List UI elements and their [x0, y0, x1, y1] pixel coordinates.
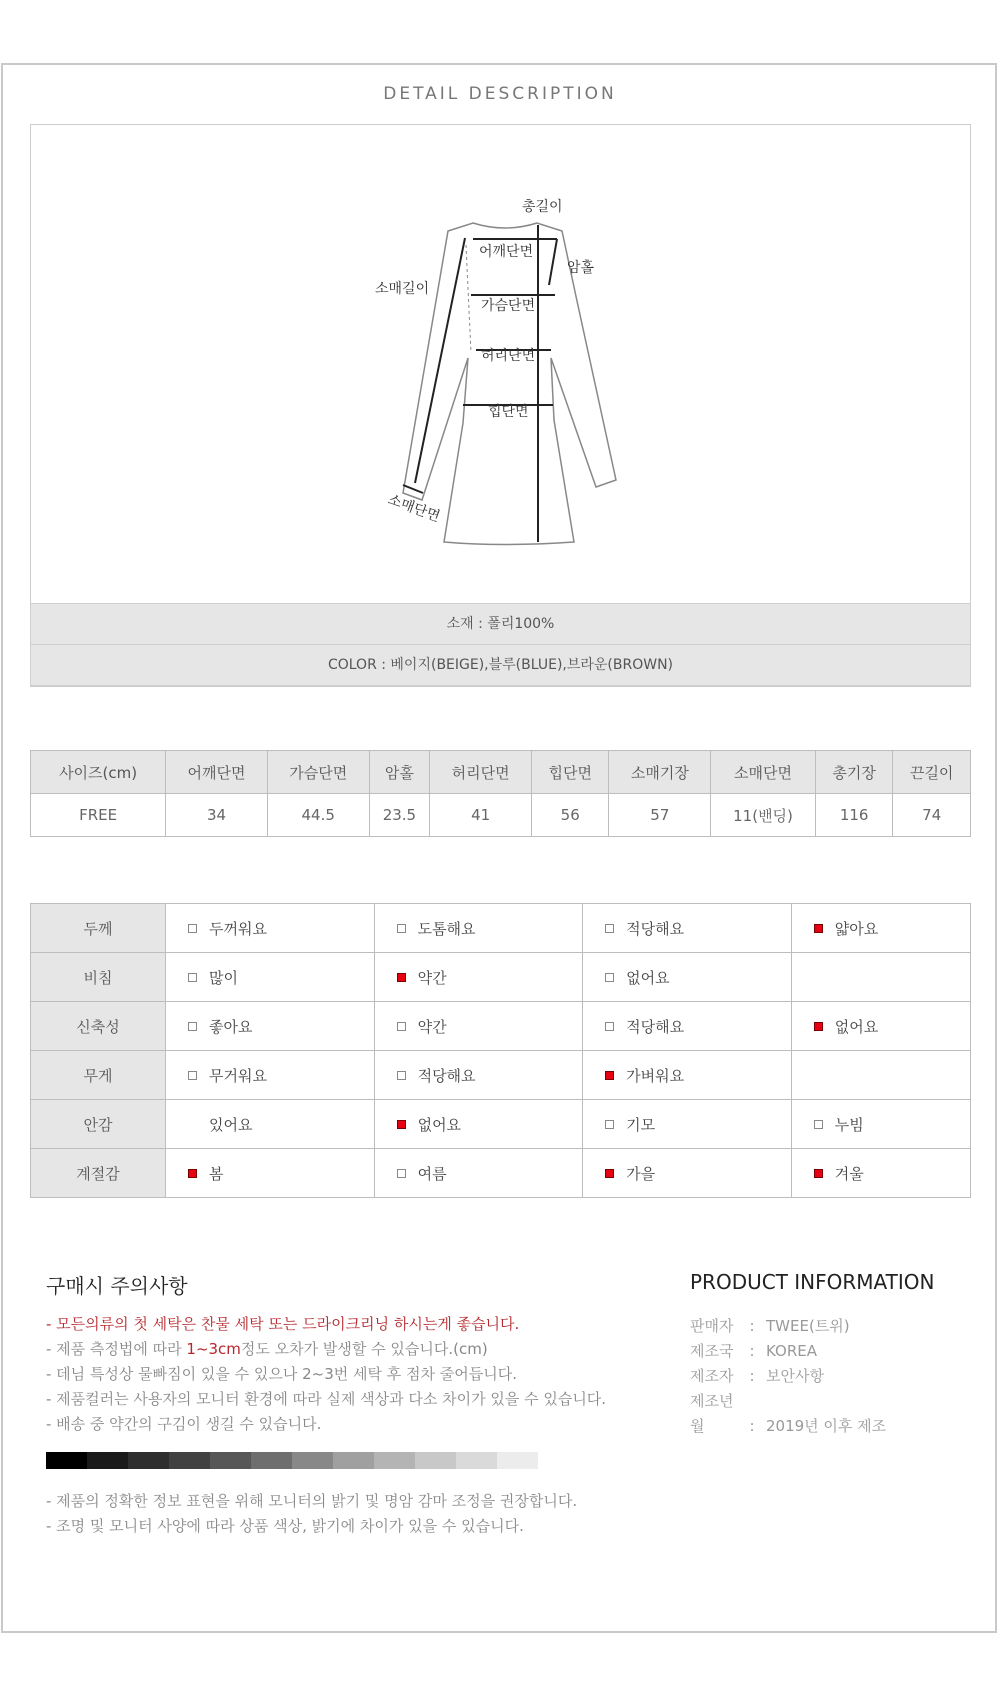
- notice-text: - 제품 측정법에 따라: [46, 1340, 187, 1358]
- attribute-option: [583, 1051, 792, 1100]
- label-armhole: 암홀: [567, 260, 595, 276]
- size-cell: 11(밴딩): [711, 794, 816, 837]
- option-label: 많이: [209, 968, 238, 987]
- attribute-name: 계절감: [31, 1149, 166, 1198]
- gray-swatch: [292, 1452, 333, 1469]
- label-sleeve-cuff: 소매단면: [385, 491, 442, 526]
- attribute-option: [791, 1149, 970, 1198]
- attribute-name: 안감: [31, 1100, 166, 1149]
- attribute-option: [374, 1002, 583, 1051]
- checked-box-icon: [814, 1169, 823, 1178]
- attribute-option: [166, 1149, 375, 1198]
- option-label: 적당해요: [626, 1017, 685, 1036]
- gray-swatch: [46, 1452, 87, 1469]
- attribute-option: [791, 1100, 970, 1149]
- product-info-title: PRODUCT INFORMATION: [690, 1270, 935, 1294]
- option-label: 봄: [209, 1164, 224, 1183]
- size-header-cell: 소매단면: [711, 751, 816, 794]
- gray-swatch: [128, 1452, 169, 1469]
- size-header-cell: 힙단면: [531, 751, 609, 794]
- gray-swatch: [87, 1452, 128, 1469]
- label-sleeve-length: 소매길이: [375, 281, 430, 297]
- attribute-option: [583, 1100, 792, 1149]
- attribute-option: [374, 953, 583, 1002]
- attribute-name: 무게: [31, 1051, 166, 1100]
- table-row: [31, 1002, 971, 1051]
- checked-box-icon: [397, 1120, 406, 1129]
- info-key: 제조국: [690, 1342, 734, 1360]
- unchecked-box-icon: [397, 1169, 406, 1178]
- option-label: 적당해요: [626, 919, 685, 938]
- notice-line: - 배송 중 약간의 구김이 생길 수 있습니다.: [46, 1415, 322, 1433]
- size-cell: 56: [531, 794, 609, 837]
- attribute-table: [30, 903, 971, 1198]
- option-label: 누빔: [834, 1115, 864, 1134]
- info-sep: :: [749, 1367, 755, 1385]
- info-value: 보안사항: [766, 1367, 824, 1385]
- checked-box-icon: [605, 1169, 614, 1178]
- label-shoulder: 어깨단면: [479, 244, 534, 260]
- option-label: 얇아요: [834, 919, 879, 938]
- product-info-row: [690, 1364, 886, 1389]
- table-row: [31, 794, 971, 837]
- table-row: [31, 1051, 971, 1100]
- notice-line: - 제품컬러는 사용자의 모니터 환경에 따라 실제 색상과 다소 차이가 있을 수 있습니다.: [46, 1390, 607, 1408]
- size-cell: FREE: [31, 794, 166, 837]
- unchecked-box-icon: [188, 924, 197, 933]
- option-label: 두꺼워요: [209, 919, 267, 938]
- table-row: [31, 953, 971, 1002]
- attribute-name: 비침: [31, 953, 166, 1002]
- info-value: TWEE(트위): [766, 1317, 850, 1335]
- notice-line: - 데님 특성상 물빠짐이 있을 수 있으나 2~3번 세탁 후 점차 줄어듭니다.: [46, 1365, 518, 1383]
- info-value: KOREA: [766, 1342, 817, 1360]
- size-header-cell: 소매기장: [609, 751, 711, 794]
- attribute-option: [791, 953, 970, 1002]
- attribute-option: [166, 1051, 375, 1100]
- checked-box-icon: [397, 973, 406, 982]
- gray-swatch: [210, 1452, 251, 1469]
- checked-box-icon: [605, 1071, 614, 1080]
- size-header-cell: 가슴단면: [267, 751, 369, 794]
- attribute-option: [374, 1051, 583, 1100]
- option-label: 가을: [626, 1164, 656, 1183]
- option-label: 없어요: [626, 968, 670, 987]
- product-info-list: [690, 1314, 886, 1439]
- attribute-option: [166, 904, 375, 953]
- info-value: 2019년 이후 제조: [766, 1417, 887, 1435]
- size-table-header: [31, 751, 971, 794]
- size-cell: 34: [166, 794, 268, 837]
- gray-swatch: [251, 1452, 292, 1469]
- notice-line: - 모든의류의 첫 세탁은 찬물 세탁 또는 드라이크리닝 하시는게 좋습니다.: [46, 1315, 520, 1333]
- checked-box-icon: [814, 924, 823, 933]
- product-info-row: [690, 1339, 886, 1364]
- size-header-cell: 끈길이: [893, 751, 971, 794]
- option-label: 약간: [417, 1017, 447, 1036]
- label-waist: 허리단면: [481, 348, 536, 364]
- option-label: 없어요: [834, 1017, 879, 1036]
- section-title: DETAIL DESCRIPTION: [383, 84, 617, 104]
- gray-swatch: [169, 1452, 210, 1469]
- unchecked-box-icon: [605, 924, 614, 933]
- attribute-option: [791, 904, 970, 953]
- attribute-option: [583, 904, 792, 953]
- notice-title: 구매시 주의사항: [46, 1274, 188, 1298]
- unchecked-box-icon: [814, 1120, 823, 1129]
- gray-swatch: [374, 1452, 415, 1469]
- unchecked-box-icon: [188, 1022, 197, 1031]
- size-header-cell: 어깨단면: [166, 751, 268, 794]
- gray-swatch: [497, 1452, 538, 1469]
- checked-box-icon: [814, 1022, 823, 1031]
- unchecked-box-icon: [605, 1120, 614, 1129]
- product-info-row: [690, 1389, 886, 1439]
- option-label: 겨울: [834, 1164, 864, 1183]
- monitor-notes: [46, 1489, 577, 1539]
- size-header-cell: 사이즈(cm): [31, 751, 166, 794]
- option-label: 있어요: [209, 1115, 253, 1134]
- attribute-option: [166, 1100, 375, 1149]
- size-cell: 41: [430, 794, 532, 837]
- notice-list: [46, 1312, 606, 1437]
- monitor-note: - 제품의 정확한 정보 표현을 위해 모니터의 밝기 및 명암 감마 조정을 권장합니다.: [46, 1492, 578, 1510]
- size-header-cell: 암홀: [369, 751, 430, 794]
- attribute-option: [374, 1149, 583, 1198]
- notice-highlight: 1~3cm: [186, 1340, 241, 1358]
- attribute-name: 두께: [31, 904, 166, 953]
- gray-scale-bar: [46, 1452, 538, 1469]
- size-header-cell: 총기장: [815, 751, 893, 794]
- size-table: [30, 750, 971, 837]
- option-label: 좋아요: [209, 1017, 253, 1036]
- option-label: 도톰해요: [417, 919, 476, 938]
- label-hip: 힙단면: [488, 404, 529, 420]
- unchecked-box-icon: [397, 1022, 406, 1031]
- attribute-option: [791, 1051, 970, 1100]
- unchecked-box-icon: [605, 1022, 614, 1031]
- attribute-option: [166, 1002, 375, 1051]
- size-header-cell: 허리단면: [430, 751, 532, 794]
- option-label: 적당해요: [417, 1066, 476, 1085]
- option-label: 약간: [417, 968, 447, 987]
- attribute-name: 신축성: [31, 1002, 166, 1051]
- notice-text: 정도 오차가 발생할 수 있습니다.(cm): [240, 1340, 488, 1358]
- unchecked-box-icon: [397, 924, 406, 933]
- option-label: 여름: [417, 1164, 447, 1183]
- info-key: 제조자: [690, 1367, 734, 1385]
- material-row: 소재 : 폴리100%: [30, 603, 971, 645]
- size-cell: 116: [815, 794, 893, 837]
- attribute-option: [374, 904, 583, 953]
- gray-swatch: [415, 1452, 456, 1469]
- table-row: [31, 1100, 971, 1149]
- product-info-row: [690, 1314, 886, 1339]
- info-sep: :: [749, 1342, 755, 1360]
- option-label: 기모: [626, 1115, 656, 1134]
- info-key: 제조년월: [690, 1392, 734, 1435]
- unchecked-box-icon: [188, 1120, 197, 1129]
- label-chest: 가슴단면: [481, 298, 536, 314]
- label-total-length: 총길이: [522, 199, 563, 215]
- info-key: 판매자: [690, 1317, 734, 1335]
- info-sep: :: [749, 1417, 755, 1435]
- size-cell: 44.5: [267, 794, 369, 837]
- info-sep: :: [749, 1317, 755, 1335]
- option-label: 가벼워요: [626, 1066, 685, 1085]
- attribute-option: [583, 1149, 792, 1198]
- size-cell: 23.5: [369, 794, 430, 837]
- dress-illustration: [31, 125, 972, 565]
- option-label: 없어요: [417, 1115, 462, 1134]
- unchecked-box-icon: [188, 1071, 197, 1080]
- unchecked-box-icon: [397, 1071, 406, 1080]
- gray-swatch: [333, 1452, 374, 1469]
- color-row: COLOR : 베이지(BEIGE),블루(BLUE),브라운(BROWN): [30, 644, 971, 686]
- size-cell: 57: [609, 794, 711, 837]
- attribute-option: [583, 953, 792, 1002]
- attribute-option: [791, 1002, 970, 1051]
- attribute-option: [166, 953, 375, 1002]
- table-row: [31, 1149, 971, 1198]
- attribute-option: [374, 1100, 583, 1149]
- checked-box-icon: [188, 1169, 197, 1178]
- unchecked-box-icon: [188, 973, 197, 982]
- notice-line: [46, 1337, 606, 1362]
- monitor-note: - 조명 및 모니터 사양에 따라 상품 색상, 밝기에 차이가 있을 수 있습니다.: [46, 1517, 524, 1535]
- size-cell: 74: [893, 794, 971, 837]
- gray-swatch: [456, 1452, 497, 1469]
- unchecked-box-icon: [605, 973, 614, 982]
- attribute-option: [583, 1002, 792, 1051]
- table-row: [31, 904, 971, 953]
- option-label: 무거워요: [209, 1066, 267, 1085]
